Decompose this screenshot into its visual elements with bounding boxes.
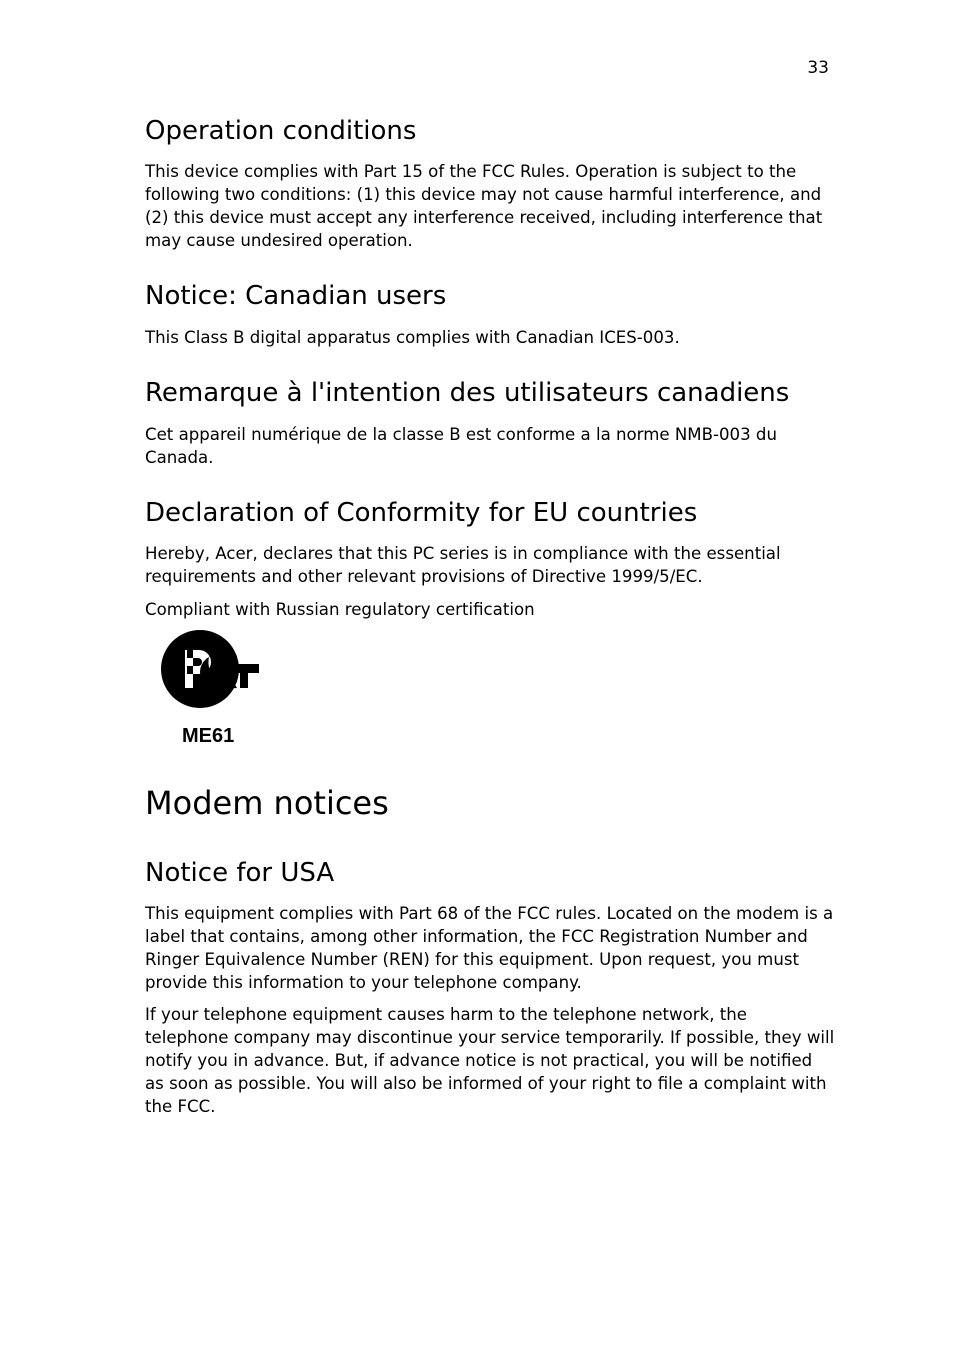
heading-modem-notices: Modem notices	[145, 784, 389, 822]
paragraph-remarque: Cet appareil numérique de la classe B est conforme a la norme NMB-003 du Canada.	[145, 425, 777, 467]
heading-eu-conformity: Declaration of Conformity for EU countries	[145, 498, 698, 528]
paragraph-eu-conformity: Hereby, Acer, declares that this PC series is in compliance with the essential requirements and other relevant provisions of Directive 1999/5/EC.	[145, 544, 781, 586]
paragraph-canadian-users: This Class B digital apparatus complies with Canadian ICES-003.	[145, 328, 680, 347]
heading-operation-conditions: Operation conditions	[145, 116, 417, 146]
page-number: 33	[807, 58, 829, 78]
logo-code-me61: ME61	[182, 725, 235, 747]
pct-certification-icon	[159, 628, 261, 710]
heading-notice-usa: Notice for USA	[145, 858, 335, 888]
paragraph-notice-usa-2: If your telephone equipment causes harm to the telephone network, the telephone company may discontinue your service temporarily. If possible, they will notify you in advance. But, if advance notice is not practical, you will be notified as soon as possible. You will also be informed of your right to file a complaint with the FCC.	[145, 1005, 835, 1116]
paragraph-notice-usa-1: This equipment complies with Part 68 of the FCC rules. Located on the modem is a label that contains, among other information, the FCC Registration Number and Ringer Equivalence Number (REN) for this equipment. Upon request, you must provide this information to your telephone company.	[145, 904, 834, 992]
paragraph-russian-note: Compliant with Russian regulatory certification	[145, 600, 535, 619]
heading-canadian-users: Notice: Canadian users	[145, 281, 447, 311]
paragraph-operation-conditions: This device complies with Part 15 of the FCC Rules. Operation is subject to the following two conditions: (1) this device may not cause harmful interference, and (2) this device must accept any interference received, including interference that may cause undesired operation.	[145, 162, 823, 250]
heading-remarque: Remarque à l'intention des utilisateurs canadiens	[145, 378, 790, 408]
